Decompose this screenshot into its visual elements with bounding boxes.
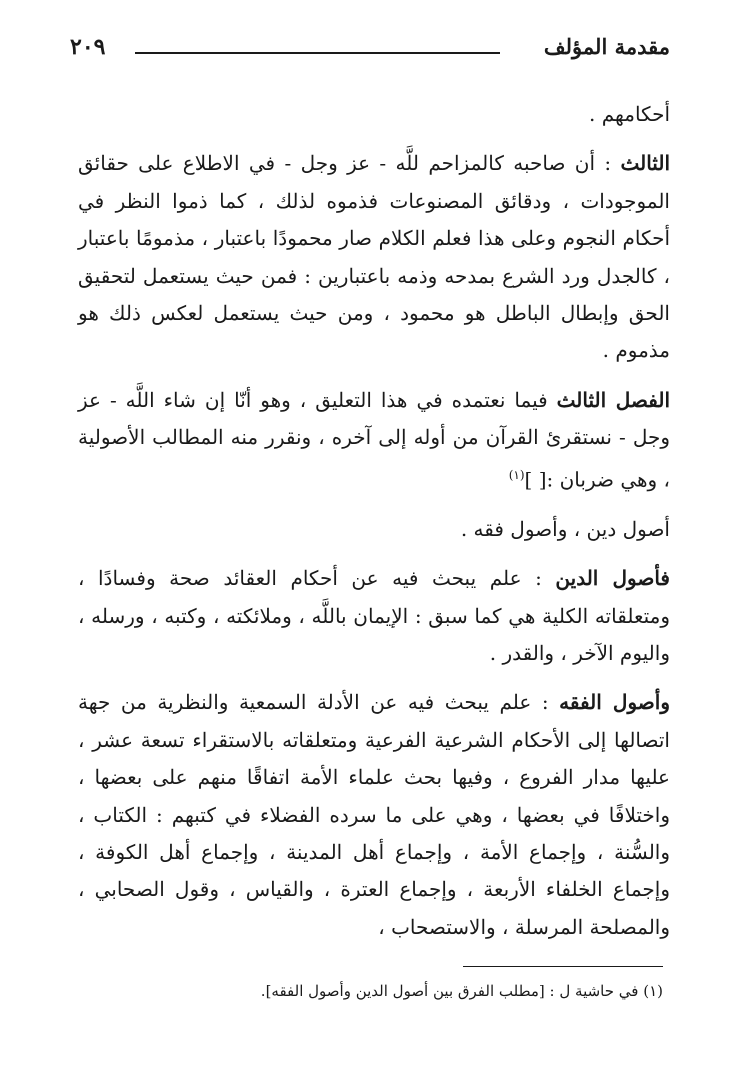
paragraph-text: أحكامهم . [588,102,670,126]
body-text [78,96,670,958]
paragraph-1 [78,96,670,133]
paragraph-lead: وأصول الفقه [559,690,670,715]
header-rule [135,52,500,54]
paragraph-text: أصول دين ، وأصول فقه . [460,516,670,541]
page-number: ٢٠٩ [70,34,106,60]
paragraph-2 [78,145,670,369]
paragraph-3 [78,382,670,499]
paragraph-text: : أن صاحبه كالمزاحم للَّه - عز وجل - في الاطلاع على حقائق الموجودات ، ودقائق المصنوعات فذموه لذلك ، كما ذموا النظر في أحكام النجوم وعلى هذا فعلم الكلام صار محمودًا باعتبار ، مذمومًا باعتبار ، كالجدل ورد الشرع بمدحه وذمه باعتبارين : فمن حيث يستعمل لتحقيق الحق وإبطال الباطل هو محمود ، ومن حيث يستعمل لعكس ذلك هو مذموم . [78,151,670,363]
paragraph-5 [78,560,670,672]
paragraph-text: فيما نعتمده في هذا التعليق ، وهو أنّا إن شاء اللَّه - عز وجل - نستقرئ القرآن من أوله إلى آخره ، ونقرر منه المطالب الأصولية ، وهي ضربان :[ ] [78,387,670,492]
paragraph-text: : علم يبحث فيه عن أحكام العقائد صحة وفسادًا ، ومتعلقاته الكلية هي كما سبق : الإيمان باللَّه ، وملائكته ، وكتبه ، ورسله ، واليوم الآخر ، والقدر . [78,566,670,665]
paragraph-4 [78,511,670,548]
paragraph-lead: فأصول الدين [555,566,670,591]
footnote-reference: (١) [508,467,525,482]
footnote: (١) في حاشية ل : [مطلب الفرق بين أصول الدين وأصول الفقه]. [260,982,663,1000]
running-title: مقدمة المؤلف [543,34,670,59]
paragraph-lead: الثالث [620,151,670,176]
paragraph-6 [78,684,670,946]
page-header [70,30,670,70]
paragraph-text: : علم يبحث فيه عن الأدلة السمعية والنظرية من جهة اتصالها إلى الأحكام الشرعية الفرعية ومتعلقاته بالاستقراء تسعة عشر ، عليها مدار الفروع ، وفيها بحث علماء الأمة اتفاقًا منهم على بعضها ، واختلافًا في بعضها ، وهي على ما سرده الفضلاء في كتبهم : الكتاب ، والسُّنة ، وإجماع الأمة ، وإجماع أهل المدينة ، وإجماع أهل الكوفة ، وإجماع الخلفاء الأربعة ، وإجماع العترة ، والقياس ، وقول الصحابي ، والمصلحة المرسلة ، والاستصحاب ، [78,690,670,939]
footnote-rule [463,966,663,967]
paragraph-lead: الفصل الثالث [556,387,671,412]
